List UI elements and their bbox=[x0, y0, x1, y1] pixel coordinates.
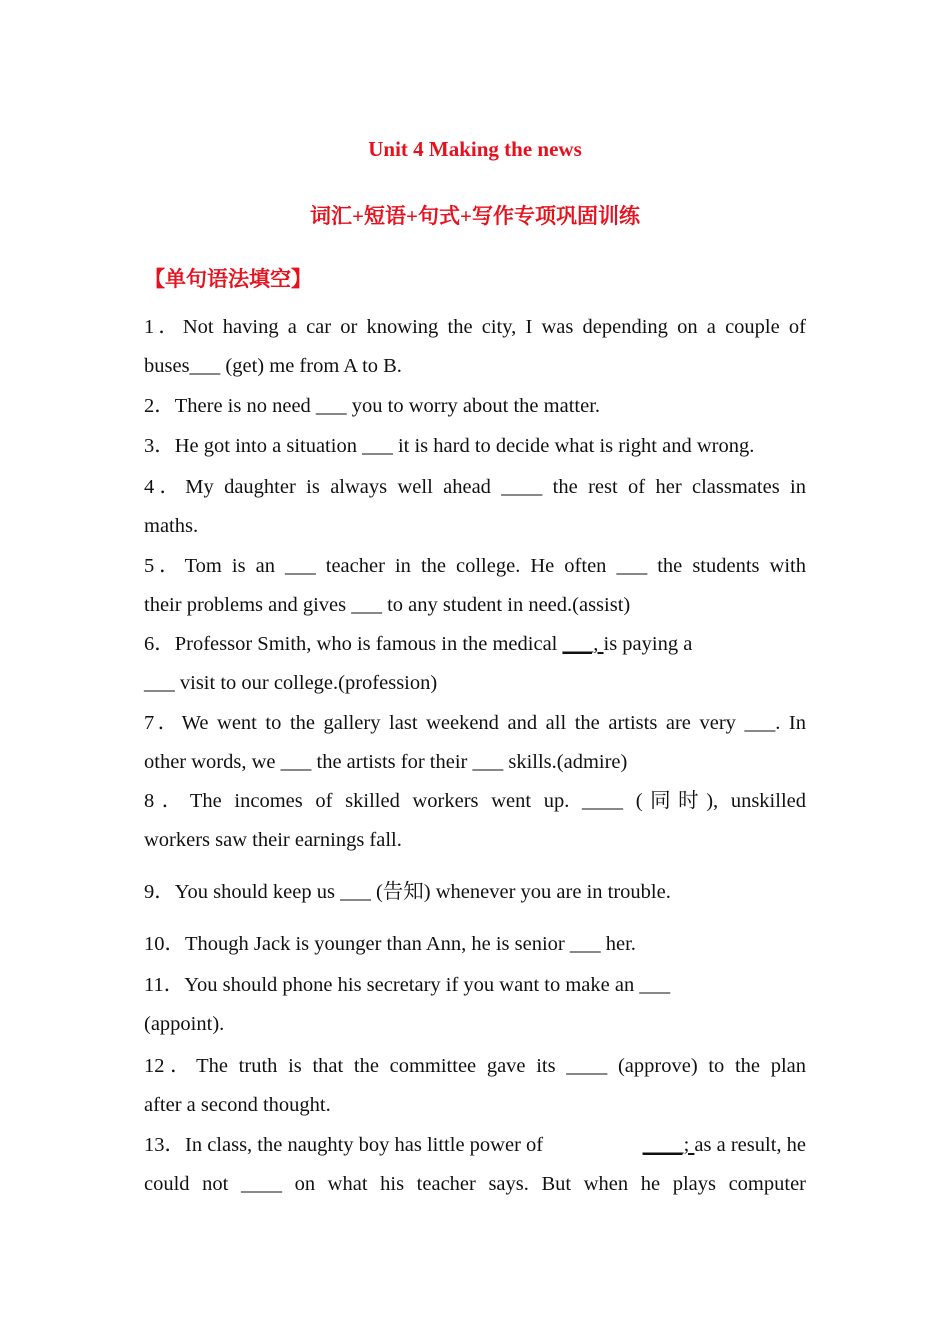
question-4-line-1: 4．My daughter is always well ahead ____ the rest of her classmates in bbox=[144, 476, 806, 498]
question-13-line-1 bbox=[144, 1126, 806, 1165]
section-heading: 【单句语法填空】 bbox=[144, 267, 312, 291]
question-3-line-1: 3．He got into a situation ___ it is hard to decide what is right and wrong. bbox=[144, 435, 755, 457]
question-7-line-2: other words, we ___ the artists for their ___ skills.(admire) bbox=[144, 751, 628, 773]
question-8-line-1: 8．The incomes of skilled workers went up. ____ (同时), unskilled bbox=[144, 790, 806, 812]
question-10 bbox=[144, 925, 806, 964]
question-12-line-1: 12．The truth is that the committee gave its ____ (approve) to the plan bbox=[144, 1055, 806, 1077]
question-11-line-2: (appoint). bbox=[144, 1013, 225, 1035]
question-12-line-2: after a second thought. bbox=[144, 1094, 331, 1116]
question-6 bbox=[144, 625, 806, 703]
question-9 bbox=[144, 873, 806, 912]
question-6-line-1 bbox=[144, 625, 806, 664]
question-13-blank: ____; bbox=[642, 1134, 695, 1156]
question-7-line-1: 7．We went to the gallery last weekend and all the artists are very ___. In bbox=[144, 712, 806, 734]
question-2 bbox=[144, 387, 806, 426]
question-5-line-2: their problems and gives ___ to any student in need.(assist) bbox=[144, 594, 631, 616]
question-13-text-b: as a result, he bbox=[694, 1134, 806, 1156]
document-subtitle: 词汇+短语+句式+写作专项巩固训练 bbox=[310, 204, 640, 228]
question-13-line-2: could not ____ on what his teacher says. But when he plays computer bbox=[144, 1173, 806, 1195]
question-2-line-1: 2．There is no need ___ you to worry about the matter. bbox=[144, 395, 601, 417]
question-12 bbox=[144, 1047, 806, 1125]
question-6-blank: ___, bbox=[562, 633, 604, 655]
question-6-text-b: is paying a bbox=[603, 633, 693, 655]
question-4 bbox=[144, 468, 806, 546]
question-13 bbox=[144, 1126, 806, 1204]
question-7 bbox=[144, 704, 806, 782]
question-3 bbox=[144, 427, 806, 466]
question-13-text-a: 13．In class, the naughty boy has little power of bbox=[144, 1134, 544, 1156]
question-4-line-2: maths. bbox=[144, 515, 199, 537]
question-5-line-1: 5．Tom is an ___ teacher in the college. He often ___ the students with bbox=[144, 555, 806, 577]
question-8 bbox=[144, 782, 806, 860]
question-9-line-1: 9．You should keep us ___ (告知) whenever you are in trouble. bbox=[144, 881, 671, 903]
question-1 bbox=[144, 308, 806, 386]
question-11-line-1: 11．You should phone his secretary if you want to make an ___ bbox=[144, 974, 671, 996]
question-11 bbox=[144, 966, 806, 1044]
question-8-line-2: workers saw their earnings fall. bbox=[144, 829, 402, 851]
question-10-line-1: 10．Though Jack is younger than Ann, he is senior ___ her. bbox=[144, 933, 636, 955]
question-6-line-2: ___ visit to our college.(profession) bbox=[144, 672, 438, 694]
question-5 bbox=[144, 547, 806, 625]
question-1-line-2: buses___ (get) me from A to B. bbox=[144, 355, 402, 377]
question-6-text-a: 6．Professor Smith, who is famous in the medical bbox=[144, 633, 563, 655]
document-title: Unit 4 Making the news bbox=[368, 137, 582, 161]
question-1-line-1: 1．Not having a car or knowing the city, I was depending on a couple of bbox=[144, 316, 806, 338]
